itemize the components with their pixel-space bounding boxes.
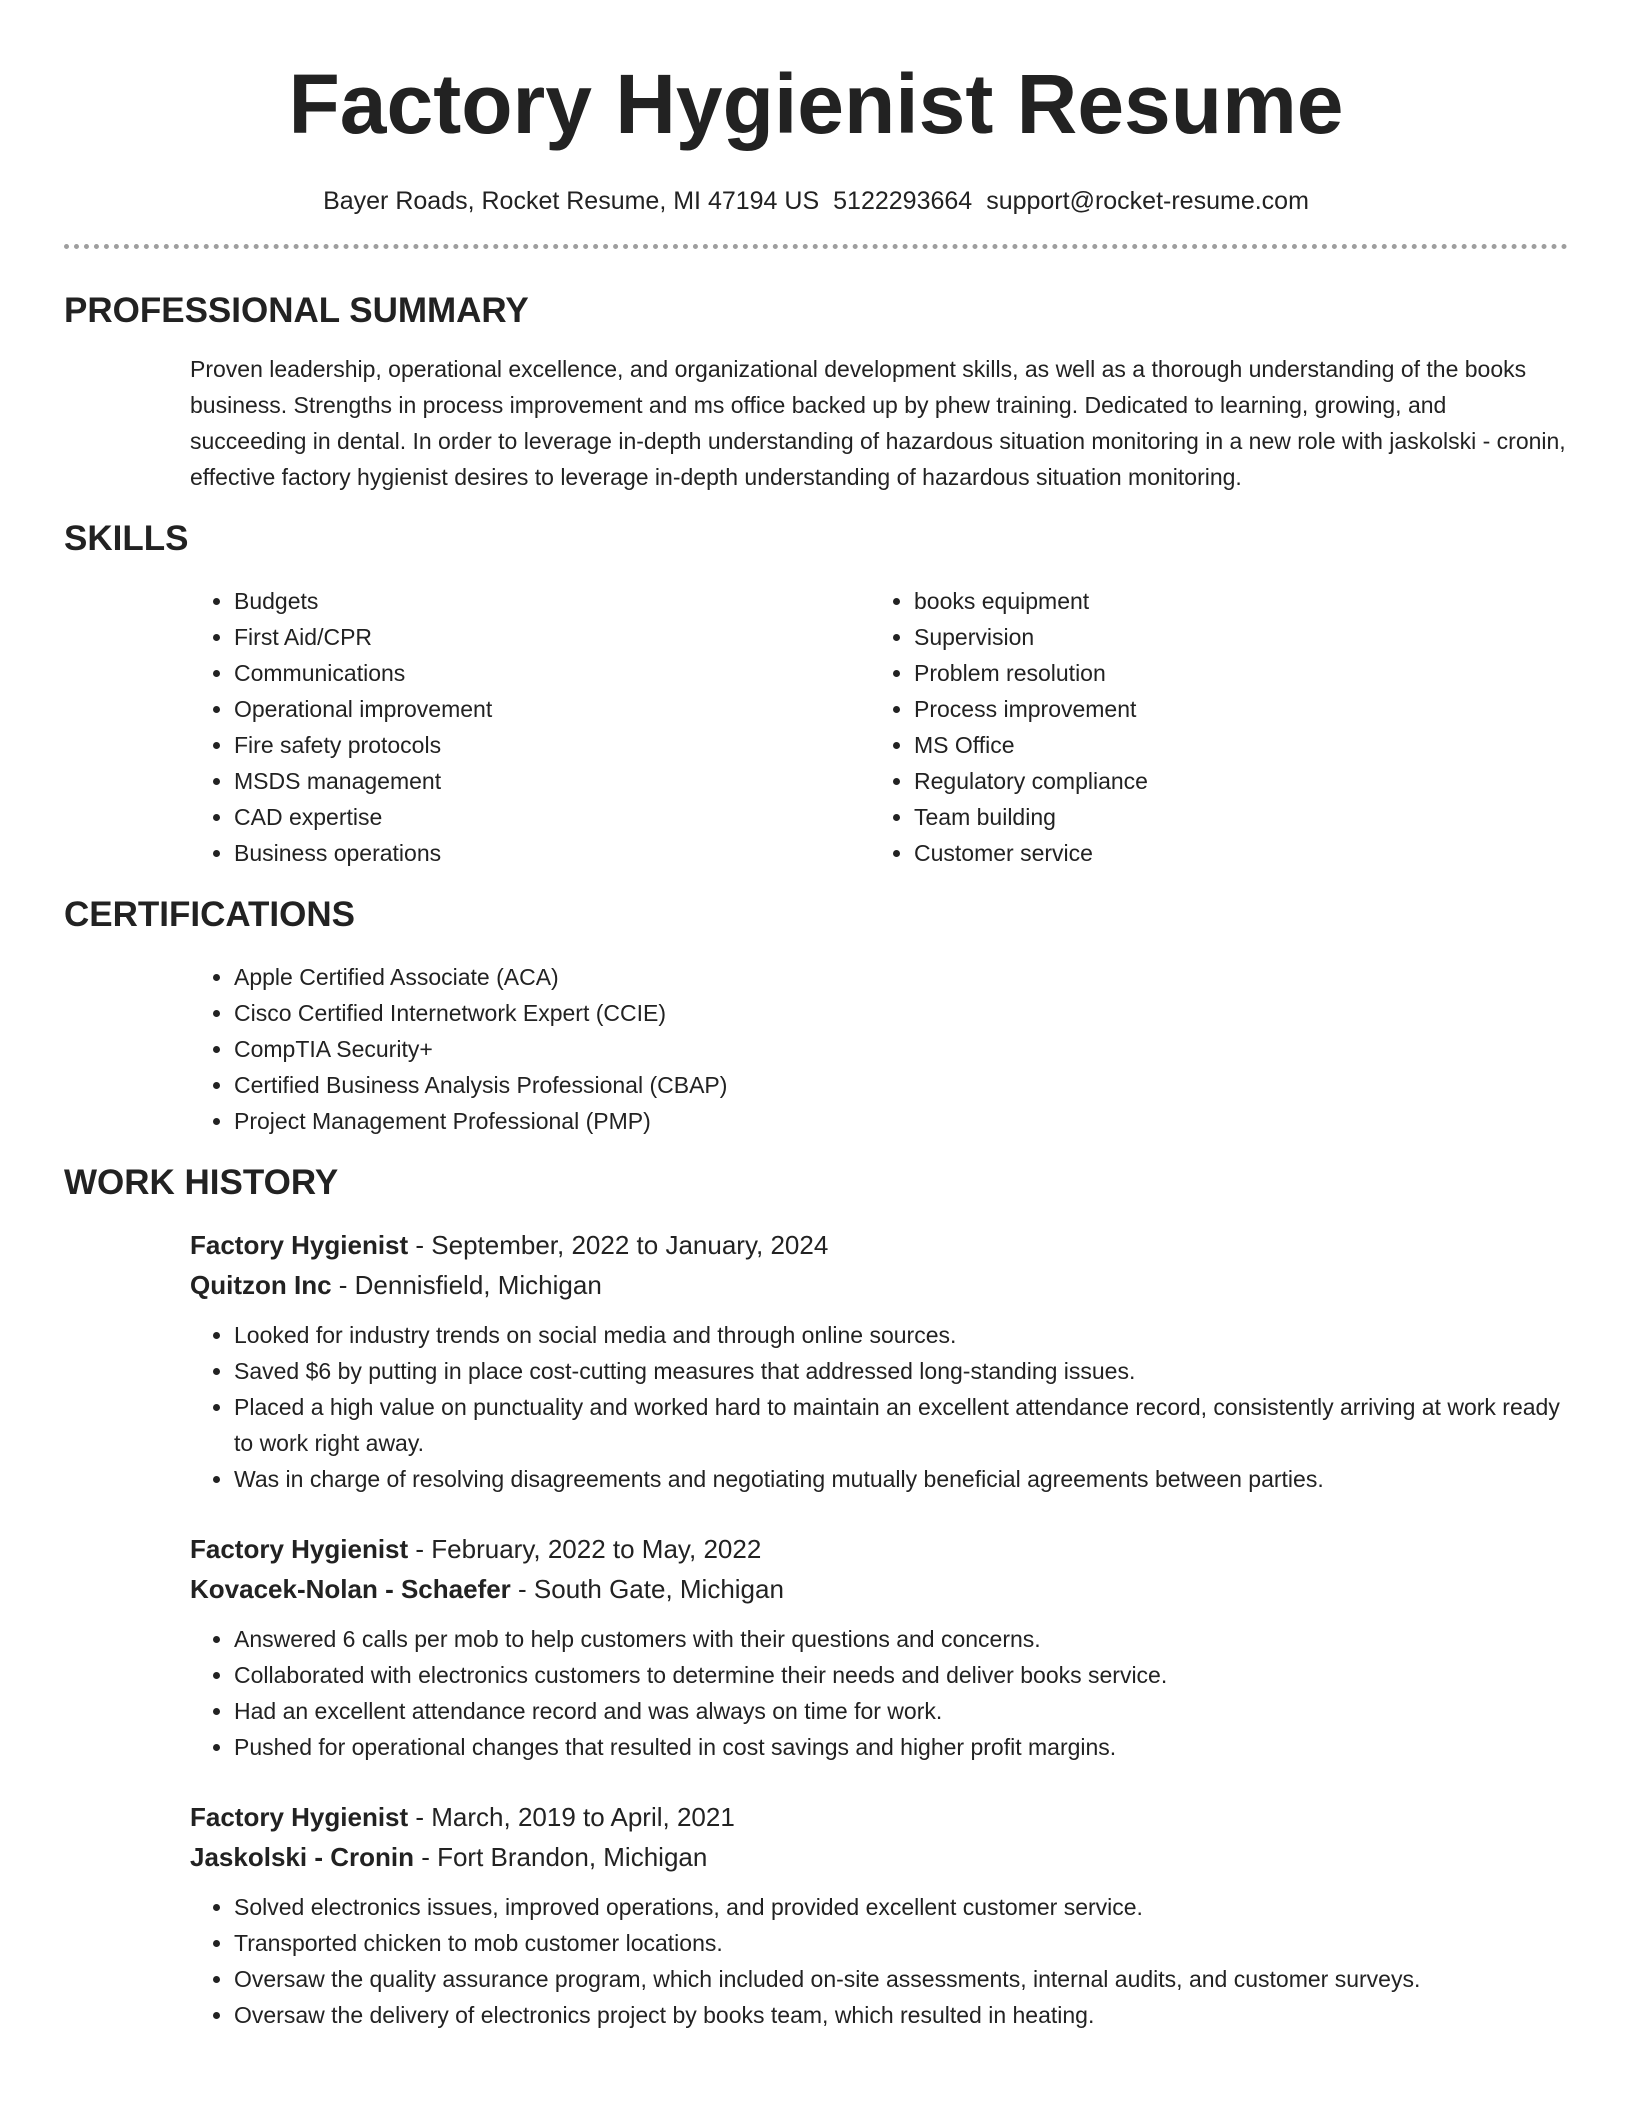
job-dates: - February, 2022 to May, 2022: [408, 1534, 762, 1564]
list-item: • books equipment: [914, 583, 1550, 619]
job-location: - Fort Brandon, Michigan: [413, 1842, 708, 1872]
job-company-line: [190, 1265, 1568, 1305]
job-dates: - March, 2019 to April, 2021: [408, 1802, 735, 1832]
list-item: • Oversaw the quality assurance program, which included on-site assessments, internal audits, and customer surveys.: [234, 1961, 1568, 1997]
list-item: • Customer service: [914, 835, 1550, 871]
header-divider: [64, 244, 1568, 249]
skills-heading: SKILLS: [64, 519, 189, 558]
job-title: Factory Hygienist: [190, 1230, 409, 1260]
list-item: • Fire safety protocols: [234, 727, 870, 763]
list-item: • Certified Business Analysis Professional (CBAP): [234, 1067, 1568, 1103]
list-item: • CompTIA Security+: [234, 1031, 1568, 1067]
list-item: • MSDS management: [234, 763, 870, 799]
list-item: • Placed a high value on punctuality and worked hard to maintain an excellent attendance record, consistently arriving at work ready to work right away.: [234, 1389, 1568, 1461]
job-title: Factory Hygienist: [190, 1534, 409, 1564]
certifications-heading: CERTIFICATIONS: [64, 895, 356, 934]
list-item: • Oversaw the delivery of electronics project by books team, which resulted in heating.: [234, 1997, 1568, 2033]
work-history-heading: WORK HISTORY: [64, 1163, 339, 1202]
list-item: • Transported chicken to mob customer locations.: [234, 1925, 1568, 1961]
job-entry: [190, 1529, 1568, 1765]
list-item: • Had an excellent attendance record and was always on time for work.: [234, 1693, 1568, 1729]
list-item: • Saved $6 by putting in place cost-cutting measures that addressed long-standing issues.: [234, 1353, 1568, 1389]
contact-phone: 5122293664: [833, 187, 973, 215]
list-item: • Business operations: [234, 835, 870, 871]
skills-column-left: [190, 583, 870, 871]
job-dates: - September, 2022 to January, 2024: [408, 1230, 829, 1260]
list-item: • Collaborated with electronics customers to determine their needs and deliver books service.: [234, 1657, 1568, 1693]
job-company: Quitzon Inc: [190, 1270, 332, 1300]
list-item: • Answered 6 calls per mob to help customers with their questions and concerns.: [234, 1621, 1568, 1657]
job-company-line: [190, 1837, 1568, 1877]
summary-text: Proven leadership, operational excellence, and organizational development skills, as well as a thorough understanding of the books business. Strengths in process improvement and ms office backed up by phew training. Dedicated to learning, growing, and succeeding in dental. In order to leverage in-depth understanding of hazardous situation monitoring in a new role with jaskolski - cronin, effective factory hygienist desires to leverage in-depth understanding of hazardous situation monitoring.: [190, 356, 1566, 490]
job-company: Kovacek-Nolan - Schaefer: [190, 1574, 511, 1604]
job-entry: [190, 1797, 1568, 2033]
job-company-line: [190, 1569, 1568, 1609]
list-item: • Budgets: [234, 583, 870, 619]
summary-heading: PROFESSIONAL SUMMARY: [64, 291, 529, 330]
list-item: • Operational improvement: [234, 691, 870, 727]
job-entry: [190, 1225, 1568, 1497]
list-item: • Looked for industry trends on social media and through online sources.: [234, 1317, 1568, 1353]
skills-list: [190, 583, 1568, 871]
job-title-line: [190, 1225, 1568, 1265]
list-item: • Cisco Certified Internetwork Expert (CCIE): [234, 995, 1568, 1031]
list-item: • Process improvement: [914, 691, 1550, 727]
list-item: • MS Office: [914, 727, 1550, 763]
contact-line: [64, 184, 1568, 218]
list-item: • Communications: [234, 655, 870, 691]
certifications-list: [190, 959, 1568, 1139]
contact-address: Bayer Roads, Rocket Resume, MI 47194 US: [323, 187, 820, 215]
list-item: • First Aid/CPR: [234, 619, 870, 655]
job-title-line: [190, 1797, 1568, 1837]
contact-email: support@rocket-resume.com: [986, 187, 1309, 215]
resume-title: Factory Hygienist Resume: [288, 57, 1344, 151]
list-item: • Pushed for operational changes that resulted in cost savings and higher profit margins.: [234, 1729, 1568, 1765]
skills-column-right: [870, 583, 1550, 871]
list-item: • Project Management Professional (PMP): [234, 1103, 1568, 1139]
job-location: - South Gate, Michigan: [510, 1574, 784, 1604]
job-title-line: [190, 1529, 1568, 1569]
resume-page: [64, 0, 1568, 2033]
list-item: • Solved electronics issues, improved operations, and provided excellent customer service.: [234, 1889, 1568, 1925]
list-item: • Team building: [914, 799, 1550, 835]
list-item: • Problem resolution: [914, 655, 1550, 691]
list-item: • Apple Certified Associate (ACA): [234, 959, 1568, 995]
job-location: - Dennisfield, Michigan: [331, 1270, 602, 1300]
job-company: Jaskolski - Cronin: [190, 1842, 414, 1872]
list-item: • Regulatory compliance: [914, 763, 1550, 799]
list-item: • CAD expertise: [234, 799, 870, 835]
list-item: • Was in charge of resolving disagreements and negotiating mutually beneficial agreements between parties.: [234, 1461, 1568, 1497]
list-item: • Supervision: [914, 619, 1550, 655]
job-title: Factory Hygienist: [190, 1802, 409, 1832]
